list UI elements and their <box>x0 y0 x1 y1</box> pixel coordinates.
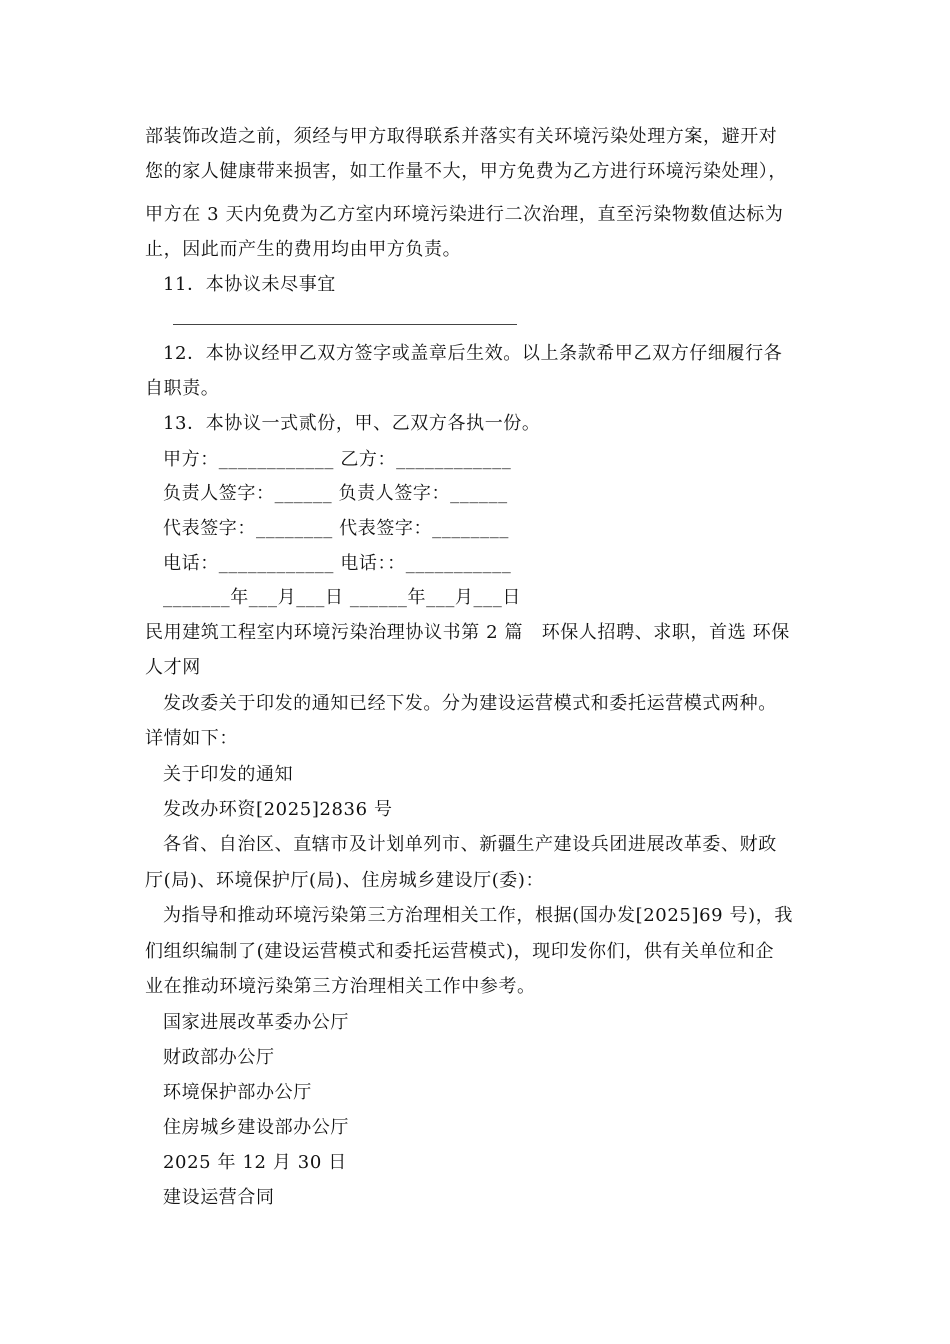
notice-title: 关于印发的通知 <box>163 764 294 785</box>
paragraph-line: 业在推动环境污染第三方治理相关工作中参考。 <box>145 976 536 997</box>
clause-12: 12．本协议经甲乙双方签字或盖章后生效。以上条款希甲乙双方仔细履行各 <box>163 343 783 364</box>
clause-11: 11．本协议未尽事宜 <box>163 274 336 295</box>
paragraph-line: 止，因此而产生的费用均由甲方负责。 <box>145 239 462 260</box>
issuer-line: 住房城乡建设部办公厅 <box>163 1117 349 1138</box>
signature-responsible-line: 负责人签字：______ 负责人签字：______ <box>163 483 508 504</box>
issue-date: 2025 年 12 月 30 日 <box>163 1152 347 1173</box>
paragraph-line: 各省、自治区、直辖市及计划单列市、新疆生产建设兵团进展改革委、财政 <box>163 834 777 855</box>
paragraph-line: 为指导和推动环境污染第三方治理相关工作，根据(国办发[2025]69 号)，我 <box>163 905 793 926</box>
paragraph-line: 详情如下： <box>145 728 238 749</box>
paragraph-line: 发改委关于印发的通知已经下发。分为建设运营模式和委托运营模式两种。 <box>163 693 777 714</box>
paragraph-line: 您的家人健康带来损害，如工作量不大，甲方免费为乙方进行环境污染处理）， <box>145 161 787 182</box>
signature-party-line: 甲方：____________ 乙方：____________ <box>163 449 512 470</box>
paragraph-line: 自职责。 <box>145 378 220 399</box>
section-heading: 民用建筑工程室内环境污染治理协议书第 2 篇 环保人招聘、求职，首选 环保 <box>145 622 790 643</box>
subsection-title: 建设运营合同 <box>163 1187 275 1208</box>
issuer-line: 环境保护部办公厅 <box>163 1082 312 1103</box>
section-heading-cont: 人才网 <box>145 657 201 678</box>
signature-representative-line: 代表签字：________ 代表签字：________ <box>163 518 509 539</box>
issuer-line: 国家进展改革委办公厅 <box>163 1012 349 1033</box>
issuer-line: 财政部办公厅 <box>163 1047 275 1068</box>
paragraph-line: 甲方在 3 天内免费为乙方室内环境污染进行二次治理，直至污染物数值达标为 <box>145 204 784 225</box>
signature-phone-line: 电话：____________ 电话：：___________ <box>163 553 512 574</box>
signature-date-line: _______年___月___日 ______年___月___日 <box>163 587 521 608</box>
document-number: 发改办环资[2025]2836 号 <box>163 799 393 820</box>
blank-fill-line <box>173 324 517 325</box>
paragraph-line: 们组织编制了(建设运营模式和委托运营模式)，现印发你们，供有关单位和企 <box>145 941 775 962</box>
paragraph-line: 厅(局)、环境保护厅(局)、住房城乡建设厅(委)： <box>145 870 545 891</box>
paragraph-line: 部装饰改造之前，须经与甲方取得联系并落实有关环境污染处理方案，避开对 <box>145 126 778 147</box>
clause-13: 13．本协议一式贰份，甲、乙双方各执一份。 <box>163 413 541 434</box>
